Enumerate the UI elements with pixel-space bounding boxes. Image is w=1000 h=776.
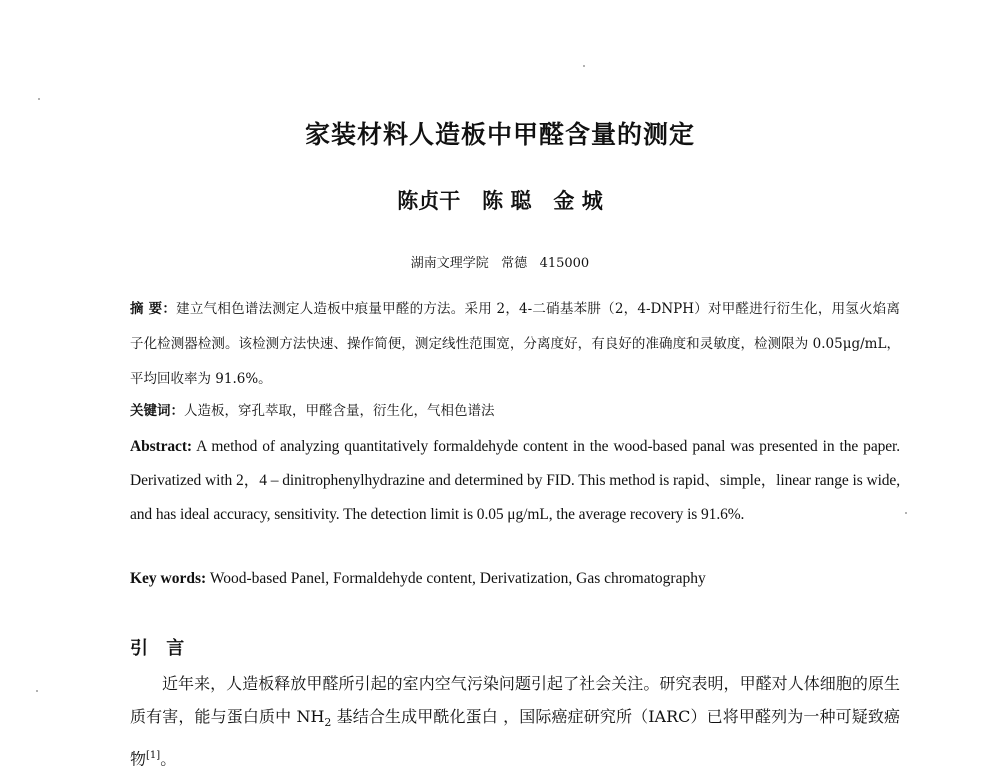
english-keywords-text: Wood-based Panel, Formaldehyde content, Derivatization, Gas chromatography (209, 570, 706, 587)
scan-speck (38, 98, 40, 100)
scan-speck (905, 512, 907, 514)
english-abstract (130, 430, 900, 532)
chinese-keywords-text: 人造板，穿孔萃取，甲醛含量，衍生化，气相色谱法 (184, 403, 495, 419)
chinese-keywords-label: 关键词： (130, 403, 184, 419)
intro-text-part1: 近年来，人造板释放甲醛所引起的室内空气污染问题引起了社会关注。研究表明，甲醛对人体细胞的原生质有害，能与蛋白质中 NH (130, 674, 900, 726)
scan-speck (583, 65, 585, 67)
scan-speck (36, 690, 38, 692)
paper-title: 家装材料人造板中甲醛含量的测定 (304, 120, 695, 149)
chinese-abstract-label: 摘 要： (130, 301, 177, 317)
intro-text-part3: 。 (160, 749, 177, 769)
introduction-paragraph (130, 667, 900, 776)
english-abstract-text: A method of analyzing quantitatively formaldehyde content in the wood-based panal was presented in the paper. Derivatized with 2，4 – dinitrophenylhydrazine and determined by FID. This method is rapid、simple，linear range is wide, and has ideal accuracy, sensitivity. The detection limit is 0.05 μg/mL, the average recovery is 91.6%. (130, 438, 901, 523)
affiliation: 湖南文理学院 常德 415000 (410, 256, 590, 271)
intro-text-part2: 基结合生成甲酰化蛋白 ，国际癌症研究所（IARC）已将甲醛列为一种可疑致癌物 (130, 707, 900, 769)
author-list: 陈贞干 陈 聪 金 城 (397, 188, 603, 213)
section-heading-introduction: 引 言 (130, 638, 191, 659)
citation-ref[interactable]: [1] (146, 750, 161, 762)
english-keywords-label: Key words: (130, 570, 207, 587)
chinese-abstract-text: 建立气相色谱法测定人造板中痕量甲醛的方法。采用 2，4-二硝基苯肼（2，4-DNPH）对甲醛进行衍生化，用氢火焰离子化检测器检测。该检测方法快速、操作简便，测定线性范围宽，分离度好，有良好的准确度和灵敏度，检测限为 0.05μg/mL，平均回收率为 91.6%。 (130, 301, 901, 387)
chinese-abstract (130, 292, 900, 397)
chinese-keywords (130, 400, 900, 422)
english-keywords (130, 568, 900, 590)
nh2-subscript: 2 (324, 716, 332, 730)
english-abstract-label: Abstract: (130, 438, 192, 455)
